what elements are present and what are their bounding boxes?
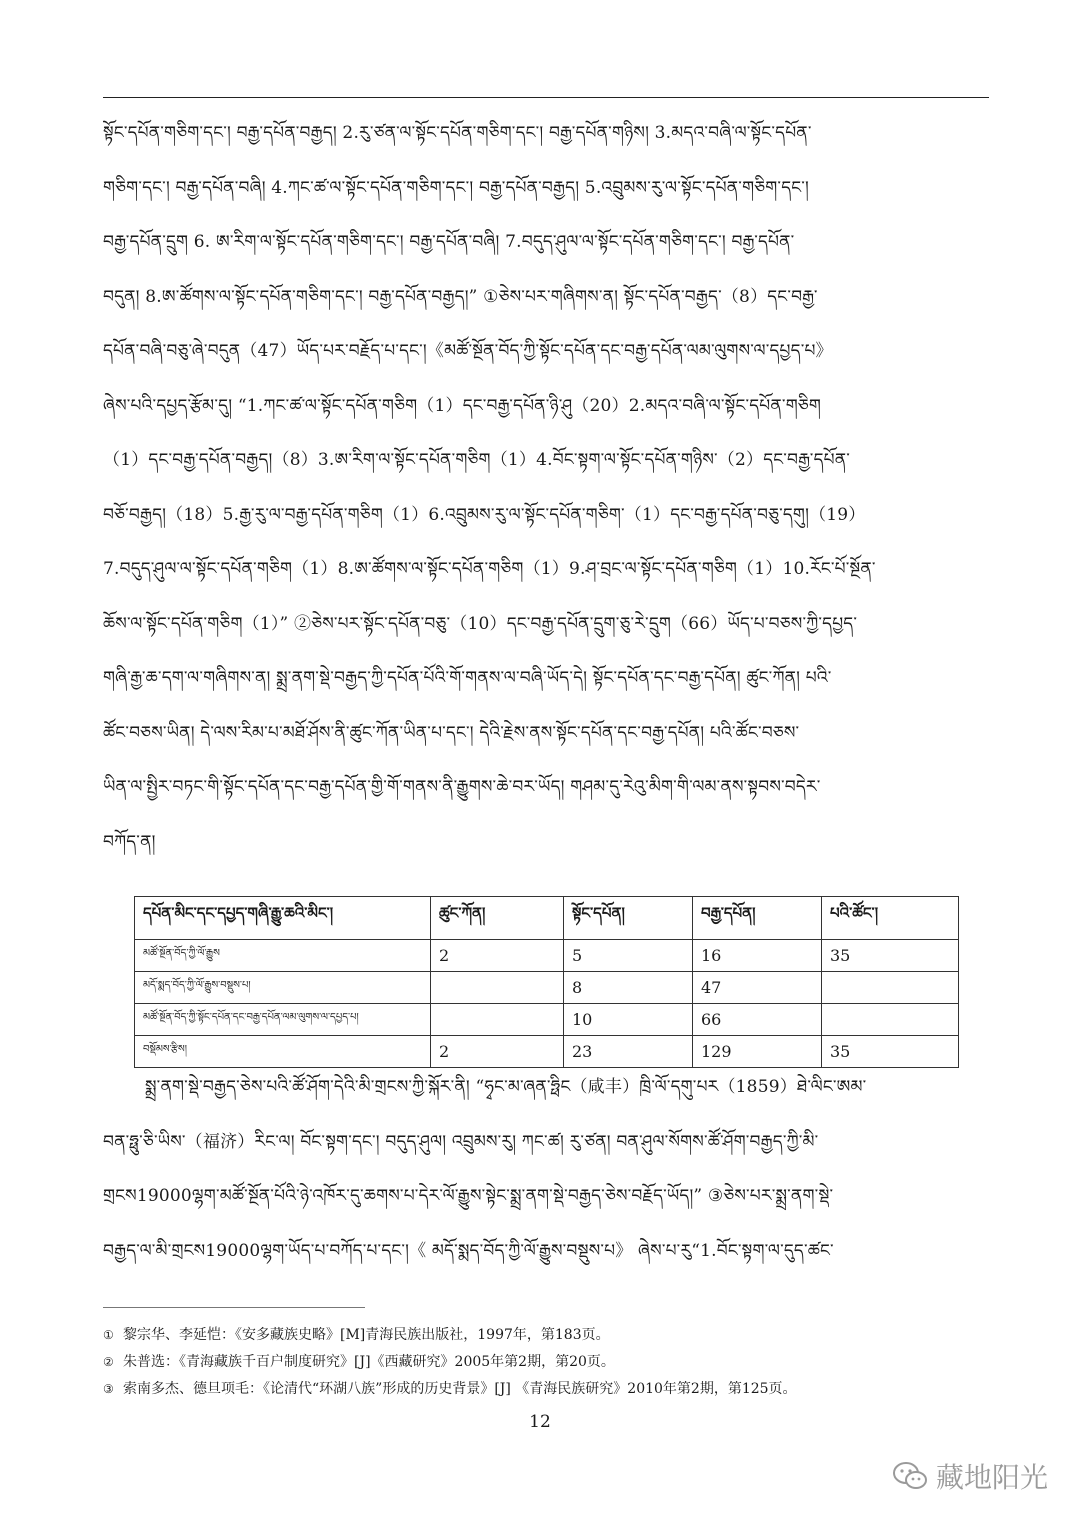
footnote	[103, 1376, 989, 1403]
body-text-block-2	[103, 1060, 989, 1278]
table-cell: 2	[431, 1036, 564, 1068]
body-line: བརྒྱད་ལ་མི་གྲངས19000ལྷག་ཡོད་པ་བཀོད་པ་དང་།《 མདོ་སྨད་བོད་ཀྱི་ལོ་རྒྱུས་བསྡུས་པ》 ཞེས་པ་རུ“1.བོང་སྟག་ལ་དུད་ཚང་	[103, 1240, 834, 1261]
footnote-text: 黎宗华、李延恺：《安多藏族史略》[M]青海民族出版社，1997年，第183页。	[123, 1327, 610, 1343]
footnote	[103, 1322, 989, 1349]
table-cell	[822, 972, 959, 1004]
body-line: བརྒྱ་དཔོན་དྲུག 6. ཨ་རིག་ལ་སྟོང་དཔོན་གཅིག་དང་། བརྒྱ་དཔོན་བཞི། 7.བདུད་ཤུལ་ལ་སྟོང་དཔོན་གཅིག་དང་། བརྒྱ་དཔོན་	[103, 232, 795, 252]
table-row	[135, 972, 959, 1004]
table-cell	[431, 972, 564, 1004]
table-cell: 23	[564, 1036, 693, 1068]
table-cell	[822, 1004, 959, 1036]
body-line: བན་ཧྥུ་ཅི་ཡིས་（福济）རིང་ལ། བོང་སྟག་དང་། བདུད་ཤུལ། འབྲུམས་རུ། ཀང་ཚ། རུ་ཙན། བན་ཤུལ་སོགས་ཚོ་ཤོག་བརྒྱད་ཀྱི་མི་	[103, 1131, 819, 1152]
table-cell: མཚོ་སྔོན་བོད་ཀྱི་སྟོང་དཔོན་དང་བརྒྱ་དཔོན་ལམ་ལུགས་ལ་དཔྱད་པ།	[135, 1004, 431, 1036]
table-cell	[431, 1004, 564, 1036]
body-line: བདུན། 8.ཨ་ཚོགས་ལ་སྟོང་དཔོན་གཅིག་དང་། བརྒྱ་དཔོན་བརྒྱད།” ①ཅེས་པར་གཞིགས་ན། སྟོང་དཔོན་བརྒྱད་（8）དང་བརྒྱ་	[103, 286, 818, 307]
watermark-text: 藏地阳光	[936, 1461, 1049, 1494]
table-header-cell: དཔོན་མིང་དང་དཔྱད་གཞི་རྒྱུ་ཆའི་མིང་།	[135, 897, 431, 940]
table-cell: 16	[693, 940, 822, 972]
body-line: བཀོད་ན།	[103, 831, 156, 852]
body-line: གཞི་རྒྱ་ཆ་དག་ལ་གཞིགས་ན། སྨྲ་ནག་སྡེ་བརྒྱད་ཀྱི་དཔོན་པོའི་གོ་གནས་ལ་བཞི་ཡོད་དེ། སྟོང་དཔོན་དང་བརྒྱ་དཔོན། ཚུང་ཀོན། པའི་	[103, 668, 832, 688]
table-header-cell: པའི་ཚོང་།	[822, 897, 959, 940]
page-number: 12	[529, 1412, 551, 1432]
table-cell: མཚོ་སྔོན་བོད་ཀྱི་ལོ་རྒྱུས	[135, 940, 431, 972]
body-line: ཞེས་པའི་དཔྱད་རྩོམ་དུ། “1.ཀང་ཚ་ལ་སྟོང་དཔོན་གཅིག（1）དང་བརྒྱ་དཔོན་ཉི་ཤུ（20）2.མདའ་བཞི་ལ་སྟོང་དཔོན་གཅིག	[103, 395, 822, 416]
table-header-cell: ཚུང་ཀོན།	[431, 897, 564, 940]
footnote-text: 索南多杰、德旦项毛：《论清代“环湖八族”形成的历史背景》[J] 《青海民族研究》2010年第2期，第125页。	[123, 1381, 797, 1397]
body-text-block	[103, 106, 989, 869]
table-cell: 2	[431, 940, 564, 972]
table-cell: 129	[693, 1036, 822, 1068]
table-cell: 47	[693, 972, 822, 1004]
body-line: སྨྲ་ནག་སྡེ་བརྒྱད་ཅེས་པའི་ཚོ་ཤོག་དེའི་མི་གྲངས་ཀྱི་སྐོར་ནི། “ཧྭང་མ་ཞན་ཧྥིང（咸丰）ཁྲི་ལོ་དགུ་པར（1859）ཐེ་ལིང་ཨམ་	[145, 1077, 867, 1097]
table-cell: 5	[564, 940, 693, 972]
table-cell: 66	[693, 1004, 822, 1036]
header-rule	[103, 97, 989, 98]
body-line: ཡིན་ལ་སྤྱིར་བཏང་གི་སྟོང་དཔོན་དང་བརྒྱ་དཔོན་གྱི་གོ་གནས་ནི་རྒྱུགས་ཆེ་བར་ཡོད། གཤམ་དུ་རེའུ་མིག་གི་ལམ་ནས་སྟབས་བདེར་	[103, 777, 821, 797]
body-line: ཆོས་ལ་སྟོང་དཔོན་གཅིག（1）” ②ཅེས་པར་སྟོང་དཔོན་བཅུ་（10）དང་བརྒྱ་དཔོན་དྲུག་ཅུ་རེ་དྲུག（66）ཡོད་པ་བཅས་ཀྱི་དཔྱད་	[103, 613, 858, 634]
table-cell: 10	[564, 1004, 693, 1036]
officials-table	[134, 896, 959, 1068]
footnote-rule	[103, 1307, 365, 1308]
officials-table-wrapper	[134, 896, 958, 1068]
footnote-mark: ②	[103, 1355, 114, 1369]
body-line: བཅོ་བརྒྱད།（18）5.རྒྱ་རུ་ལ་བརྒྱ་དཔོན་གཅིག（1）6.འབྲུམས་རུ་ལ་སྟོང་དཔོན་གཅིག་（1）དང་བརྒྱ་དཔོན་བཅུ་དགུ།（19）	[103, 504, 866, 525]
body-line: སྟོང་དཔོན་གཅིག་དང་། བརྒྱ་དཔོན་བརྒྱད། 2.རུ་ཙན་ལ་སྟོང་དཔོན་གཅིག་དང་། བརྒྱ་དཔོན་གཉིས། 3.མདའ་བཞི་ལ་སྟོང་དཔོན་	[103, 123, 812, 143]
wechat-icon	[892, 1461, 928, 1491]
table-header-cell: སྟོང་དཔོན།	[564, 897, 693, 940]
table-header-row	[135, 897, 959, 940]
body-line: ཚོང་བཅས་ཡིན། དེ་ལས་རིམ་པ་མཐོ་ཤོས་ནི་ཚུང་ཀོན་ཡིན་པ་དང་། དེའི་རྗེས་ནས་སྟོང་དཔོན་དང་བརྒྱ་དཔོན། པའི་ཚོང་བཅས་	[103, 722, 800, 743]
watermark	[892, 1456, 1048, 1496]
table-cell: 35	[822, 940, 959, 972]
footnotes	[103, 1322, 989, 1403]
table-cell: བསྡོམས་རྩིས།	[135, 1036, 431, 1068]
footnote-mark: ①	[103, 1328, 114, 1342]
table-cell: མདོ་སྨད་བོད་ཀྱི་ལོ་རྒྱུས་བསྡུས་པ།	[135, 972, 431, 1004]
table-cell: 35	[822, 1036, 959, 1068]
table-cell: 8	[564, 972, 693, 1004]
table-header-cell: བརྒྱ་དཔོན།	[693, 897, 822, 940]
footnote-mark: ③	[103, 1382, 114, 1396]
body-line: གྲངས19000ལྷག་མཚོ་སྔོན་པོའི་ཉེ་འཁོར་དུ་ཆགས་པ་དེར་ལོ་རྒྱུས་སྟེང་སྨྲ་ནག་སྡེ་བརྒྱད་ཅེས་བརྗོད་ཡོད།” ③ཅེས་པར་སྨྲ་ནག་སྡེ་	[103, 1186, 834, 1206]
footnote	[103, 1349, 989, 1376]
footnote-text: 朱普选：《青海藏族千百户制度研究》[J]《西藏研究》2005年第2期，第20页。	[123, 1354, 615, 1370]
body-line: （1）དང་བརྒྱ་དཔོན་བརྒྱད།（8）3.ཨ་རིག་ལ་སྟོང་དཔོན་གཅིག（1）4.བོང་སྟག་ལ་སྟོང་དཔོན་གཉིས་（2）དང་བརྒྱ་དཔོན་	[103, 450, 851, 470]
table-row	[135, 940, 959, 972]
body-line: 7.བདུད་ཤུལ་ལ་སྟོང་དཔོན་གཅིག（1）8.ཨ་ཚོགས་ལ་སྟོང་དཔོན་གཅིག（1）9.ཤ་བྲང་ལ་སྟོང་དཔོན་གཅིག（1）10.རོང་པོ་སྔོན་	[103, 559, 876, 579]
body-line: དཔོན་བཞི་བཅུ་ཞེ་བདུན（47）ཡོད་པར་བརྗོད་པ་དང་།《མཚོ་སྔོན་བོད་ཀྱི་སྟོང་དཔོན་དང་བརྒྱ་དཔོན་ལམ་ལུགས་ལ་དཔྱད་པ》	[103, 341, 833, 361]
body-line: གཅིག་དང་། བརྒྱ་དཔོན་བཞི། 4.ཀང་ཚ་ལ་སྟོང་དཔོན་གཅིག་དང་། བརྒྱ་དཔོན་བརྒྱད། 5.འབྲུམས་རུ་ལ་སྟོང་དཔོན་གཅིག་དང་།	[103, 177, 809, 198]
table-row	[135, 1004, 959, 1036]
